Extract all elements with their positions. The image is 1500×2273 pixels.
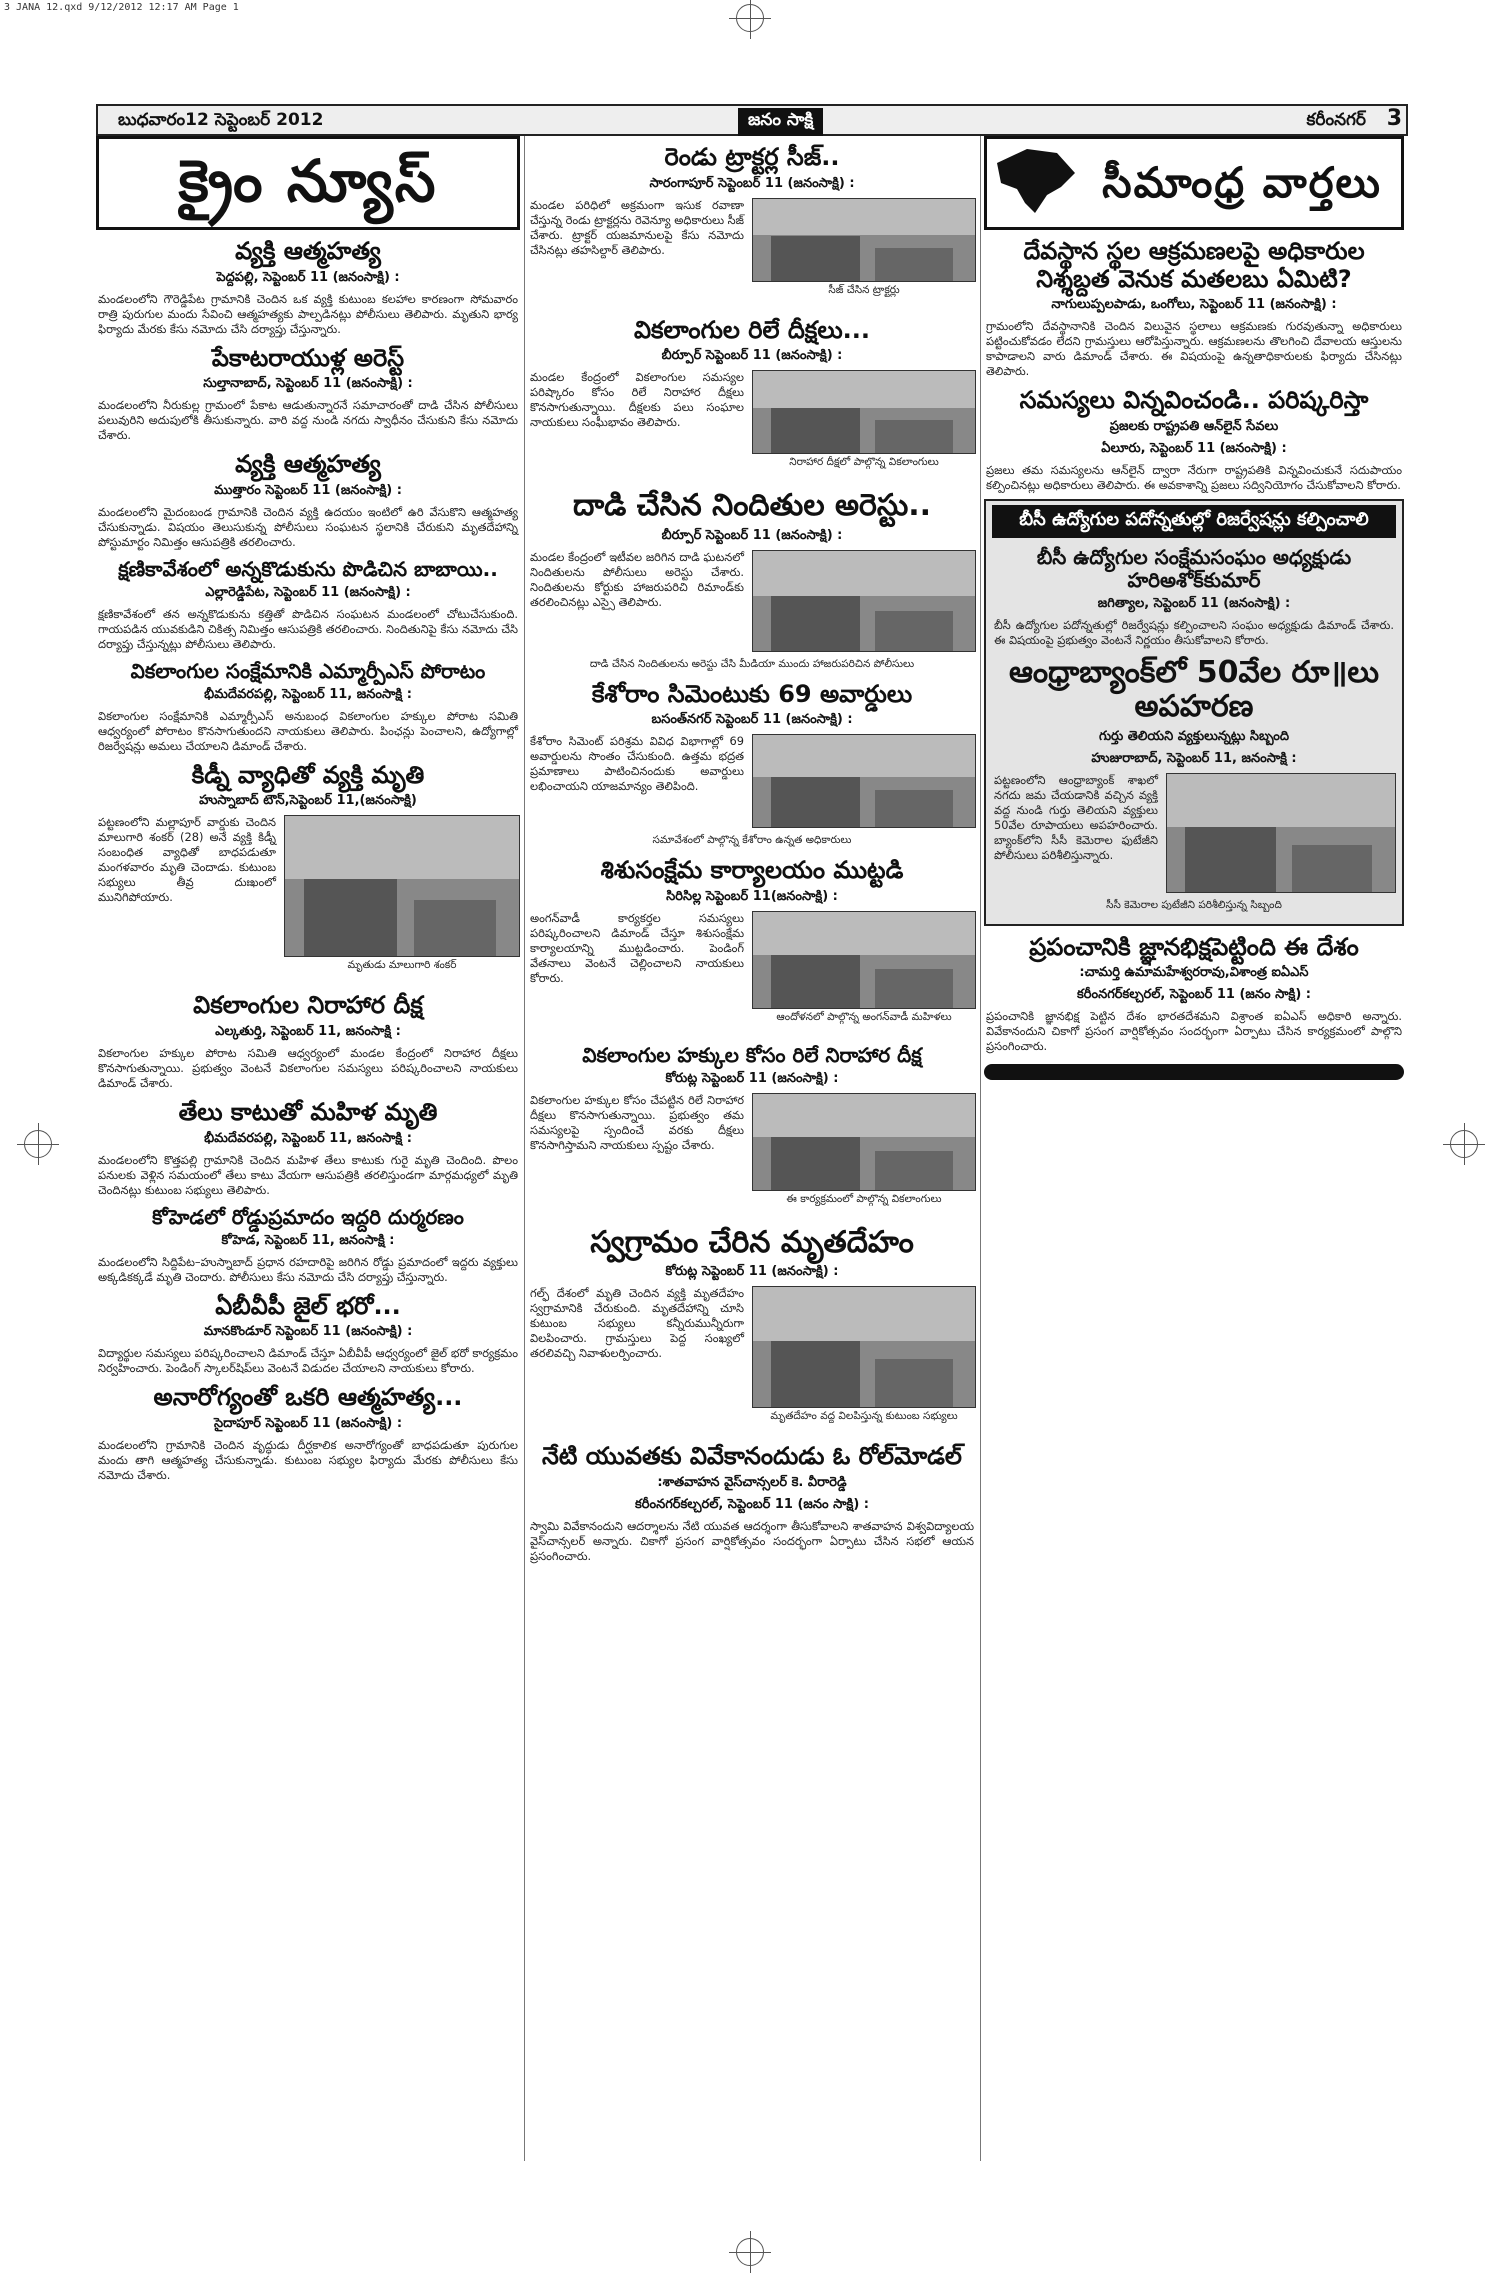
photo-caption: దాడి చేసిన నిందితులను అరెస్టు చేసి మీడియా ముందు హాజరుపరిచిన పోలీసులు: [589, 657, 915, 670]
boxed-section: [984, 499, 1404, 926]
headline: ఆంధ్రాబ్యాంక్‌లో 50వేల రూ॥లు అపహరణ: [1008, 654, 1380, 725]
photo-caption: సమావేశంలో పాల్గొన్న కేశోరాం ఉన్నత అధికారులు: [652, 834, 852, 847]
article-body: పట్టణంలోని మల్లాపూర్ వార్డుకు చెందిన మాలుగారి శంకర్ (28) అనే వ్యక్తి కిడ్నీ సంబంధిత వ్యాధితో బాధపడుతూ మంగళవారం మృతి చెందాడు. కుటుంబ సభ్యులు తీవ్ర దుఃఖంలో మునిగిపోయారు.: [98, 815, 276, 905]
photo-block: [752, 198, 976, 305]
column-right: [984, 136, 1404, 1080]
masthead: జనం సాక్షి: [738, 108, 823, 136]
dateline: కోరుట్ల సెప్టెంబర్ 11 (జనంసాక్షి) :: [665, 1070, 839, 1086]
news-photo: [752, 1286, 976, 1408]
registration-mark-right: [1450, 1130, 1478, 1158]
article-body: మండలంలోని కొత్తపల్లి గ్రామానికి చెందిన మహిళ తేలు కాటుకు గురై మృతి చెందింది. పొలం పనులకు వెళ్లిన సమయంలో తేలు కాటు వేయగా ఆసుపత్రికి తరలిస్తుండగా మార్గమధ్యలో మృతి చెందినట్లు కుటుంబ సభ్యులు తెలిపారు.: [98, 1152, 518, 1197]
article-body: ప్రపంచానికి జ్ఞానభిక్ష పెట్టిన దేశం భారతదేశమని విశ్రాంత ఐఏఎస్ అధికారి అన్నారు. వివేకానందుని చికాగో ప్రసంగ వార్షికోత్సవం సందర్భంగా ఏర్పాటు చేసిన కార్యక్రమంలో పాల్గొని ప్రసంగించారు.: [986, 1009, 1402, 1054]
dateline: మానకొండూర్ సెప్టెంబర్ 11 (జనంసాక్షి) :: [203, 1324, 413, 1340]
dateline: బీర్పూర్ సెప్టెంబర్ 11 (జనంసాక్షి) :: [661, 348, 843, 364]
photo-block: [284, 815, 520, 980]
article-body: కేశోరాం సిమెంట్ పరిశ్రమ వివిధ విభాగాల్లో 69 అవార్డులను సొంతం చేసుకుంది. ఉత్తమ భద్రత ప్రమాణాలు పాటించినందుకు అవార్డులు లభించాయని యాజమాన్యం తెలిపింది.: [530, 734, 744, 794]
article-body: మండల పరిధిలో అక్రమంగా ఇసుక రవాణా చేస్తున్న రెండు ట్రాక్టర్లను రెవెన్యూ అధికారులు సీజ్ చేశారు. ట్రాక్టర్ యజమానులపై కేసు నమోదు చేసినట్లు తహసిల్దార్ తెలిపారు.: [530, 197, 744, 257]
headline: కేశోరాం సిమెంటుకు 69 అవార్డులు: [591, 679, 913, 708]
article-body: మండలంలోని నీరుకుల్ల గ్రామంలో పేకాట ఆడుతున్నారనే సమాచారంతో దాడి చేసిన పోలీసులు పలువురిని అదుపులోకి తీసుకున్నారు. వారి వద్ద నుండి నగదు స్వాధీనం చేసుకుని కేసు నమోదు చేశారు.: [98, 398, 518, 443]
headline: పేకాటరాయుళ్ల అరెస్ట్: [211, 343, 405, 372]
photo-caption: ఆందోళనలో పాల్గొన్న అంగన్‌వాడీ మహిళలు: [776, 1010, 952, 1023]
headline: అనారోగ్యంతో ఒకరి ఆత్మహత్య...: [153, 1383, 463, 1412]
headline: స్వగ్రామం చేరిన మృతదేహం: [590, 1224, 914, 1260]
article-body: అంగన్‌వాడీ కార్యకర్తల సమస్యలు పరిష్కరించాలని డిమాండ్ చేస్తూ శిశుసంక్షేమ కార్యాలయాన్ని ముట్టడించారు. పెండింగ్ వేతనాలు వెంటనే చెల్లించాలని నాయకులు కోరారు.: [530, 910, 744, 985]
dateline: కరీంనగర్‌కల్చరల్, సెప్టెంబర్ 11 (జనం సాక్షి) :: [634, 1496, 869, 1512]
news-photo: [1166, 773, 1396, 893]
article-body: వికలాంగుల హక్కుల పోరాట సమితి ఆధ్వర్యంలో మండల కేంద్రంలో నిరాహార దీక్షలు కొనసాగుతున్నాయి. ప్రభుత్వం వెంటనే వికలాంగుల సమస్యలు పరిష్కరించాలని నాయకులు డిమాండ్ చేశారు.: [98, 1045, 518, 1090]
dateline: జగిత్యాల, సెప్టెంబర్ 11 (జనంసాక్షి) :: [1097, 595, 1291, 611]
dateline: భీమదేవరపల్లి, సెప్టెంబర్ 11, జనంసాక్షి :: [204, 686, 412, 702]
registration-mark-bottom: [736, 2238, 764, 2266]
dateline: సుల్తానాబాద్, సెప్టెంబర్ 11 (జనంసాక్షి) :: [203, 376, 413, 392]
column-left: [96, 136, 520, 1489]
page-header: [96, 104, 1408, 136]
dateline: ఎల్కతుర్తి, సెప్టెంబర్ 11, జనంసాక్షి :: [215, 1023, 401, 1039]
photo-block: [752, 1093, 976, 1214]
news-photo: [752, 198, 976, 282]
photo-block: [752, 734, 976, 828]
column-middle: [528, 136, 976, 1570]
headline: దాడి చేసిన నిందితుల అరెస్టు..: [572, 488, 932, 524]
news-photo: [752, 911, 976, 1009]
photo-block: [1166, 773, 1396, 893]
article-body: ప్రజలు తమ సమస్యలను ఆన్‌లైన్ ద్వారా నేరుగా రాష్ట్రపతికి విన్నవించుకునే సదుపాయం కల్పించినట్లు అధికారులు తెలిపారు. ఈ అవకాశాన్ని ప్రజలు సద్వినియోగం చేసుకోవాలని కోరారు.: [986, 462, 1402, 492]
article-body: మండలంలోని మైదంబండ గ్రామానికి చెందిన వ్యక్తి ఉదయం ఇంటిలో ఉరి వేసుకొని ఆత్మహత్య చేసుకున్నాడు. విషయం తెలుసుకున్న పోలీసులు సంఘటన స్థలానికి చేరుకుని మృతదేహాన్ని పోస్టుమార్టం నిమిత్తం ఆసుపత్రికి తరలించారు.: [98, 504, 518, 549]
photo-caption: మృతుడు మాలుగారి శంకర్: [347, 959, 457, 972]
headline: వ్యక్తి ఆత్మహత్య: [235, 237, 381, 265]
article-body: బీసీ ఉద్యోగుల పదోన్నతుల్లో రిజర్వేషన్లు కల్పించాలని సంఘం అధ్యక్షుడు డిమాండ్ చేశారు. ఈ విషయంపై ప్రభుత్వం వెంటనే నిర్ణయం తీసుకోవాలని కోరారు.: [994, 617, 1394, 647]
headline: వికలాంగుల రిలే దీక్షలు...: [633, 315, 871, 344]
article-body: మండలంలోని గౌరెడ్డిపేట గ్రామానికి చెందిన ఒక వ్యక్తి కుటుంబ కలహాల కారణంగా సోమవారం రాత్రి పురుగుల మందు సేవించి ఆత్మహత్యకు పాల్పడినట్లు పోలీసులు తెలిపారు. మృతుని భార్య ఫిర్యాదు మేరకు కేసు నమోదు చేసి దర్యాప్తు చేస్తున్నారు.: [98, 291, 518, 336]
news-photo: [752, 734, 976, 828]
seemandhra-news-banner: [984, 136, 1404, 230]
byline: :శాతవాహన వైస్‌చాన్సలర్ కె. వీరారెడ్డి: [657, 1474, 847, 1490]
dateline: బసంత్‌నగర్ సెప్టెంబర్ 11 (జనంసాక్షి) :: [651, 712, 853, 728]
dateline: భీమదేవరపల్లి, సెప్టెంబర్ 11, జనంసాక్షి :: [204, 1130, 412, 1146]
photo-caption: సీసీ కెమెరాల పుటేజీని పరిశీలిస్తున్న సిబ్బంది: [1106, 898, 1282, 911]
news-photo: [284, 815, 520, 957]
headline: ఏబీవీపీ జైల్ భరో...: [215, 1291, 401, 1320]
news-photo: [752, 1093, 976, 1191]
article-body: మండలంలోని సిద్దిపేట–హుస్నాబాద్ ప్రధాన రహదారిపై జరిగిన రోడ్డు ప్రమాదంలో ఇద్దరు వ్యక్తులు అక్కడికక్కడే మృతి చెందారు. పోలీసులు కేసు నమోదు చేసి దర్యాప్తు చేస్తున్నారు.: [98, 1254, 518, 1284]
photo-block: [752, 1286, 976, 1431]
article-body: పట్టణంలోని ఆంధ్రాబ్యాంక్ శాఖలో నగదు జమ చేయడానికి వచ్చిన వ్యక్తి వద్ద నుండి గుర్తు తెలియని వ్యక్తులు 50వేల రూపాయలు అపహరించారు. బ్యాంక్‌లోని సీసీ కెమెరాల ఫుటేజీని పోలీసులు పరిశీలిస్తున్నారు.: [994, 772, 1158, 862]
news-photo: [752, 550, 976, 652]
headline: బీసీ ఉద్యోగుల సంక్షేమసంఘం అధ్యక్షుడు హరిఅశోక్‌కుమార్: [1036, 544, 1352, 592]
article-body: మండలంలోని గ్రామానికి చెందిన వృద్ధుడు దీర్ఘకాలిక అనారోగ్యంతో బాధపడుతూ పురుగుల మందు తాగి ఆత్మహత్య చేసుకున్నాడు. కుటుంబ సభ్యుల ఫిర్యాదు మేరకు పోలీసులు కేసు నమోదు చేశారు.: [98, 1437, 518, 1482]
headline: తేలు కాటుతో మహిళ మృతి: [178, 1097, 438, 1126]
headline: క్షణికావేశంలో అన్నకొడుకును పొడిచిన బాబాయి..: [118, 556, 498, 581]
headline: వికలాంగుల హక్కుల కోసం రిలే నిరాహార దీక్ష: [582, 1042, 922, 1067]
article-body: గల్ఫ్ దేశంలో మృతి చెందిన వ్యక్తి మృతదేహం స్వగ్రామానికి చేరుకుంది. మృతదేహాన్ని చూసి కుటుంబ సభ్యులు కన్నీరుమున్నీరుగా విలపించారు. గ్రామస్తులు పెద్ద సంఖ్యలో తరలివచ్చి నివాళులర్పించారు.: [530, 1286, 744, 1361]
dateline: ఏలూరు, సెప్టెంబర్ 11 (జనంసాక్షి) :: [1101, 440, 1287, 456]
headline: వికలాంగుల నిరాహార దీక్ష: [193, 991, 423, 1020]
dateline: సారంగాపూర్ సెప్టెంబర్ 11 (జనంసాక్షి) :: [649, 175, 855, 191]
article-body: వికలాంగుల సంక్షేమానికి ఎమ్మార్పీఎస్ అనుబంధ వికలాంగుల హక్కుల పోరాట సమితి ఆధ్వర్యంలో పోరాటం కొనసాగుతుందని నాయకులు తెలిపారు. పింఛన్లు పెంచాలని, ఉద్యోగాల్లో రిజర్వేషన్లు అమలు చేయాలని డిమాండ్ చేశారు.: [98, 708, 518, 753]
dateline: సిరిసిల్ల సెప్టెంబర్ 11(జనంసాక్షి) :: [666, 888, 838, 904]
dateline: ఎల్లారెడ్డిపేట, సెప్టెంబర్ 11 (జనంసాక్షి) :: [205, 584, 411, 600]
headline: వ్యక్తి ఆత్మహత్య: [235, 450, 381, 479]
photo-block: [752, 550, 976, 652]
article-body: గ్రామంలోని దేవస్థానానికి చెందిన విలువైన స్థలాలు ఆక్రమణకు గురవుతున్నా అధికారులు పట్టించుకోవడం లేదని గ్రామస్తులు ఆరోపిస్తున్నారు. ఆక్రమణలను తొలగించి దేవాలయ ఆస్తులను కాపాడాలని వారు డిమాండ్ చేశారు. ఈ విషయంపై ఉన్నతాధికారులకు ఫిర్యాదు చేసినట్లు తెలిపారు.: [986, 319, 1402, 379]
crime-news-banner: [96, 136, 520, 230]
dateline: పెద్దపల్లి, సెప్టెంబర్ 11 (జనంసాక్షి) :: [216, 269, 400, 285]
news-photo: [752, 370, 976, 454]
registration-mark-left: [24, 1130, 52, 1158]
article-body: వికలాంగుల హక్కుల కోసం చేపట్టిన రిలే నిరాహార దీక్షలు కొనసాగుతున్నాయి. ప్రభుత్వం తమ సమస్యలపై స్పందించే వరకు దీక్షలు కొనసాగిస్తామని నాయకులు స్పష్టం చేశారు.: [530, 1092, 744, 1152]
subhead: ప్రజలకు రాష్ట్రపతి ఆన్‌లైన్ సేవలు: [1109, 418, 1279, 434]
banner-title: సీమాంధ్ర వార్తలు: [1102, 158, 1382, 207]
header-district: కరీంనగర్: [1306, 110, 1366, 130]
column-rule: [980, 136, 981, 2161]
article-body: క్షణికావేశంలో తన అన్నకొడుకును కత్తితో పొడిచిన సంఘటన మండలంలో చోటుచేసుకుంది. గాయపడిన యువకుడిని చికిత్స నిమిత్తం ఆసుపత్రికి తరలించారు. నిందితునిపై కేసు నమోదు చేసి దర్యాప్తు చేస్తున్నట్లు పోలీసులు తెలిపారు.: [98, 606, 518, 651]
dateline: నాగులుప్పలపాడు, ఒంగోలు, సెప్టెంబర్ 11 (జనంసాక్షి) :: [1051, 297, 1337, 313]
article-body: స్వామి వివేకానందుని ఆదర్శాలను నేటి యువత ఆదర్శంగా తీసుకోవాలని శాతవాహన విశ్వవిద్యాలయ వైస్‌చాన్సలర్ అన్నారు. చికాగో ప్రసంగ వార్షికోత్సవం సందర్భంగా ఏర్పాటు చేసిన సభలో ఆయన ప్రసంగించారు.: [530, 1518, 974, 1563]
headline: కోహెడలో రోడ్డుప్రమాదం ఇద్దరి దుర్మరణం: [152, 1204, 464, 1229]
photo-caption: ఈ కార్యక్రమంలో పాల్గొన్న వికలాంగులు: [786, 1192, 942, 1205]
box-title: బీసీ ఉద్యోగుల పదోన్నతుల్లో రిజర్వేషన్లు కల్పించాలి: [992, 505, 1396, 538]
headline: శిశుసంక్షేమ కార్యాలయం ముట్టడి: [600, 856, 904, 885]
dateline: కోరుట్ల సెప్టెంబర్ 11 (జనంసాక్షి) :: [665, 1264, 839, 1280]
photo-block: [752, 911, 976, 1032]
dateline: హుజురాబాద్, సెప్టెంబర్ 11, జనంసాక్షి :: [1091, 750, 1297, 766]
column-end-bar: [984, 1064, 1404, 1080]
headline: కిడ్నీ వ్యాధితో వ్యక్తి మృతి: [191, 760, 425, 789]
photo-caption: నిరాహార దీక్షలో పాల్గొన్న వికలాంగులు: [789, 456, 939, 469]
byline: :చామర్తి ఉమామహేశ్వరరావు,విశాంత్ర ఐఏఎస్: [1079, 965, 1309, 981]
photo-caption: మృతదేహం వద్ద విలపిస్తున్న కుటుంబ సభ్యులు: [770, 1410, 958, 1423]
article-body: మండల కేంద్రంలో వికలాంగుల సమస్యల పరిష్కారం కోసం రిలే నిరాహార దీక్షలు కొనసాగుతున్నాయి. దీక్షలకు పలు సంఘాల నాయకులు సంఘీభావం తెలిపారు.: [530, 370, 744, 430]
dateline: ముత్తారం సెప్టెంబర్ 11 (జనంసాక్షి) :: [214, 482, 402, 498]
headline: సమస్యలు విన్నవించండి.. పరిష్కరిస్తా: [1019, 386, 1369, 415]
dateline: బీర్పూర్ సెప్టెంబర్ 11 (జనంసాక్షి) :: [661, 527, 843, 543]
header-date: బుధవారం12 సెప్టెంబర్ 2012: [118, 110, 324, 130]
article-body: మండల కేంద్రంలో ఇటీవల జరిగిన దాడి ఘటనలో నిందితులను పోలీసులు అరెస్టు చేశారు. నిందితులను కోర్టుకు హాజరుపరిచి రిమాండ్‌కు తరలించినట్లు ఎస్సై తెలిపారు.: [530, 549, 744, 609]
article-body: విద్యార్థుల సమస్యలు పరిష్కరించాలని డిమాండ్ చేస్తూ ఏబీవీపీ ఆధ్వర్యంలో జైల్ భరో కార్యక్రమం నిర్వహించారు. పెండింగ్ స్కాలర్‌షిప్‌లు వెంటనే విడుదల చేయాలని నాయకులు కోరారు.: [98, 1346, 518, 1376]
dateline: కోహెడ, సెప్టెంబర్ 11, జనంసాక్షి :: [221, 1232, 395, 1248]
subhead: గుర్తు తెలియని వ్యక్తులున్నట్లు సిబ్బంది: [1098, 728, 1289, 744]
banner-title: క్రైం న్యూస్: [178, 147, 438, 215]
registration-mark-top: [736, 4, 764, 32]
state-map-icon: [987, 143, 1083, 223]
dateline: కరీంనగర్‌కల్చరల్, సెప్టెంబర్ 11 (జనం సాక్షి) :: [1076, 987, 1311, 1003]
dateline: హుస్నాబాద్ టౌన్,సెప్టెంబర్ 11,(జనంసాక్షి): [199, 793, 417, 809]
column-rule: [524, 136, 525, 2161]
print-slug: 3 JANA 12.qxd 9/12/2012 12:17 AM Page 1: [4, 2, 239, 13]
headline: ప్రపంచానికి జ్ఞానభిక్షపెట్టింది ఈ దేశం: [1029, 932, 1359, 961]
photo-caption: సీజ్ చేసిన ట్రాక్టర్లు: [828, 283, 900, 296]
headline: దేవస్థాన స్థల ఆక్రమణలపై అధికారుల నిశ్శబ్దత వెనుక మతలబు ఏమిటి?: [1023, 237, 1365, 293]
dateline: సైదాపూర్ సెప్టెంబర్ 11 (జనంసాక్షి) :: [213, 1415, 403, 1431]
headline: వికలాంగుల సంక్షేమానికి ఎమ్మార్పీఎస్ పోరాటం: [130, 658, 486, 683]
headline: రెండు ట్రాక్టర్ల సీజ్..: [664, 143, 840, 171]
photo-block: [752, 370, 976, 477]
page-number: 3: [1386, 106, 1402, 131]
headline: నేటి యువతకు వివేకానందుడు ఓ రోల్‌మోడల్: [542, 1442, 962, 1471]
